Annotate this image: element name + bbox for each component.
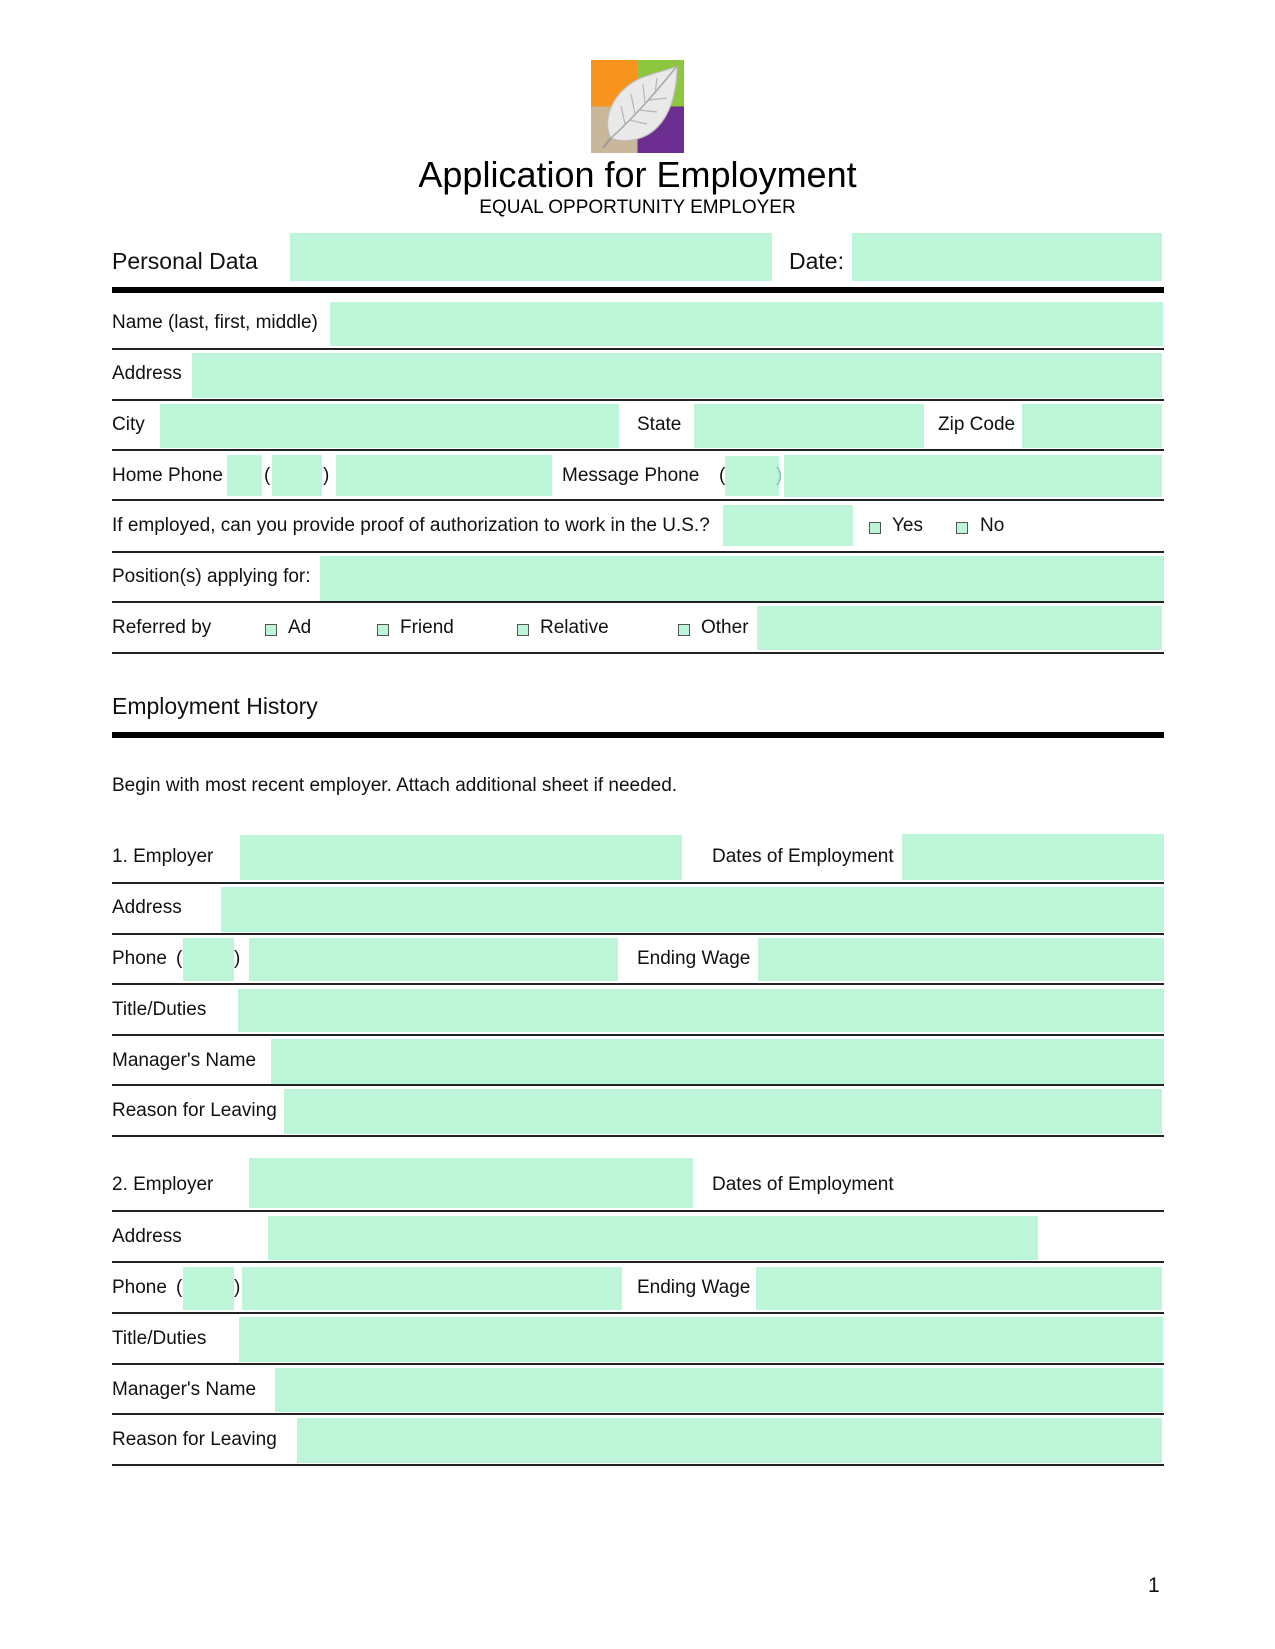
row-divider bbox=[112, 882, 1164, 884]
page-number: 1 bbox=[1148, 1574, 1160, 1597]
home-phone-prefix-field[interactable] bbox=[227, 455, 262, 496]
position-field[interactable] bbox=[320, 556, 1164, 601]
row-divider bbox=[112, 399, 1164, 401]
row-divider bbox=[112, 1084, 1164, 1086]
employer2-field[interactable] bbox=[249, 1158, 693, 1208]
paren-close: ) bbox=[234, 948, 241, 969]
referred-relative-checkbox[interactable] bbox=[517, 624, 529, 636]
employment-instructions: Begin with most recent employer. Attach additional sheet if needed. bbox=[112, 775, 678, 796]
employer1-wage-label: Ending Wage bbox=[637, 948, 751, 969]
employer1-phone-label: Phone bbox=[112, 948, 167, 969]
employer1-reason-field[interactable] bbox=[284, 1089, 1162, 1134]
authorization-label: If employed, can you provide proof of authorization to work in the U.S.? bbox=[112, 515, 710, 536]
message-phone-label: Message Phone bbox=[562, 465, 700, 486]
paren-open: ( bbox=[176, 1277, 183, 1298]
referred-other-label: Other bbox=[701, 617, 749, 638]
employer1-wage-field[interactable] bbox=[758, 938, 1164, 981]
authorization-yes-checkbox[interactable] bbox=[869, 522, 881, 534]
home-phone-number-field[interactable] bbox=[336, 455, 552, 496]
employer2-phone-label: Phone bbox=[112, 1277, 167, 1298]
address-field[interactable] bbox=[192, 353, 1162, 398]
employer2-phone-area-code-field[interactable] bbox=[183, 1267, 234, 1310]
employer1-dates-label: Dates of Employment bbox=[712, 846, 894, 867]
employer1-phone-area-code-field[interactable] bbox=[183, 938, 234, 981]
home-phone-area-code-field[interactable] bbox=[272, 455, 322, 496]
employer2-dates-label: Dates of Employment bbox=[712, 1174, 894, 1195]
referred-other-field[interactable] bbox=[757, 606, 1162, 650]
employer1-manager-field[interactable] bbox=[271, 1039, 1164, 1084]
row-divider bbox=[112, 1210, 1164, 1212]
zip-field[interactable] bbox=[1022, 404, 1162, 448]
employer1-address-field[interactable] bbox=[221, 887, 1164, 932]
referred-ad-checkbox[interactable] bbox=[265, 624, 277, 636]
employer1-address-label: Address bbox=[112, 897, 182, 918]
employer1-title-field[interactable] bbox=[238, 989, 1164, 1032]
row-divider bbox=[112, 551, 1164, 553]
referred-other-checkbox[interactable] bbox=[678, 624, 690, 636]
employer2-title-field[interactable] bbox=[239, 1317, 1163, 1362]
page-title: Application for Employment bbox=[418, 154, 857, 195]
employer2-label: 2. Employer bbox=[112, 1174, 214, 1195]
position-label: Position(s) applying for: bbox=[112, 566, 311, 587]
referred-ad-label: Ad bbox=[288, 617, 312, 638]
employer1-phone-number-field[interactable] bbox=[249, 938, 618, 981]
employer2-address-label: Address bbox=[112, 1226, 182, 1247]
row-divider bbox=[112, 348, 1164, 350]
zip-label: Zip Code bbox=[938, 414, 1016, 435]
paren-open: ( bbox=[176, 948, 183, 969]
city-field[interactable] bbox=[160, 404, 619, 448]
row-divider bbox=[112, 652, 1164, 654]
section-divider bbox=[112, 287, 1164, 293]
employer2-wage-label: Ending Wage bbox=[637, 1277, 751, 1298]
message-phone-area-code-field[interactable] bbox=[725, 456, 779, 496]
row-divider bbox=[112, 933, 1164, 935]
employer1-dates-field[interactable] bbox=[902, 834, 1164, 880]
row-divider bbox=[112, 1464, 1164, 1466]
referred-relative-label: Relative bbox=[540, 617, 609, 638]
employer1-reason-label: Reason for Leaving bbox=[112, 1100, 277, 1121]
city-label: City bbox=[112, 414, 145, 435]
row-divider bbox=[112, 983, 1164, 985]
yes-label: Yes bbox=[892, 515, 923, 536]
employer1-field[interactable] bbox=[240, 835, 682, 880]
referred-friend-checkbox[interactable] bbox=[377, 624, 389, 636]
employer1-title-label: Title/Duties bbox=[112, 999, 207, 1020]
employer2-address-field[interactable] bbox=[268, 1216, 1038, 1260]
personal-data-heading: Personal Data bbox=[112, 248, 258, 274]
paren-open: ( bbox=[719, 465, 726, 486]
row-divider bbox=[112, 1261, 1164, 1263]
leaf-logo bbox=[591, 60, 684, 153]
no-label: No bbox=[980, 515, 1005, 536]
name-label: Name (last, first, middle) bbox=[112, 312, 318, 333]
name-field[interactable] bbox=[330, 302, 1163, 346]
employer2-reason-field[interactable] bbox=[297, 1418, 1162, 1463]
row-divider bbox=[112, 449, 1164, 451]
authorization-no-checkbox[interactable] bbox=[956, 522, 968, 534]
employer2-title-label: Title/Duties bbox=[112, 1328, 207, 1349]
employer2-reason-label: Reason for Leaving bbox=[112, 1429, 277, 1450]
state-field[interactable] bbox=[694, 404, 924, 448]
message-phone-number-field[interactable] bbox=[784, 455, 1162, 497]
referred-by-label: Referred by bbox=[112, 617, 212, 638]
employer2-manager-field[interactable] bbox=[275, 1368, 1163, 1412]
row-divider bbox=[112, 1312, 1164, 1314]
date-label: Date: bbox=[789, 248, 844, 274]
section-divider bbox=[112, 732, 1164, 738]
paren-close: ) bbox=[776, 465, 783, 486]
state-label: State bbox=[637, 414, 682, 435]
row-divider bbox=[112, 1135, 1164, 1137]
paren-open: ( bbox=[264, 465, 271, 486]
employer1-manager-label: Manager's Name bbox=[112, 1050, 257, 1071]
authorization-field[interactable] bbox=[723, 505, 853, 546]
row-divider bbox=[112, 1034, 1164, 1036]
employer2-manager-label: Manager's Name bbox=[112, 1379, 257, 1400]
paren-close: ) bbox=[234, 1277, 241, 1298]
employer2-phone-number-field[interactable] bbox=[242, 1267, 622, 1310]
row-divider bbox=[112, 1363, 1164, 1365]
date-field[interactable] bbox=[852, 233, 1162, 281]
employment-history-heading: Employment History bbox=[112, 693, 318, 719]
employer1-label: 1. Employer bbox=[112, 846, 214, 867]
paren-close: ) bbox=[323, 465, 330, 486]
row-divider bbox=[112, 1413, 1164, 1415]
personal-header-field[interactable] bbox=[290, 233, 772, 281]
page-subtitle: EQUAL OPPORTUNITY EMPLOYER bbox=[479, 197, 796, 218]
row-divider bbox=[112, 499, 1164, 501]
referred-friend-label: Friend bbox=[400, 617, 454, 638]
address-label: Address bbox=[112, 363, 182, 384]
home-phone-label: Home Phone bbox=[112, 465, 223, 486]
employer2-wage-field[interactable] bbox=[756, 1267, 1162, 1310]
row-divider bbox=[112, 601, 1164, 603]
